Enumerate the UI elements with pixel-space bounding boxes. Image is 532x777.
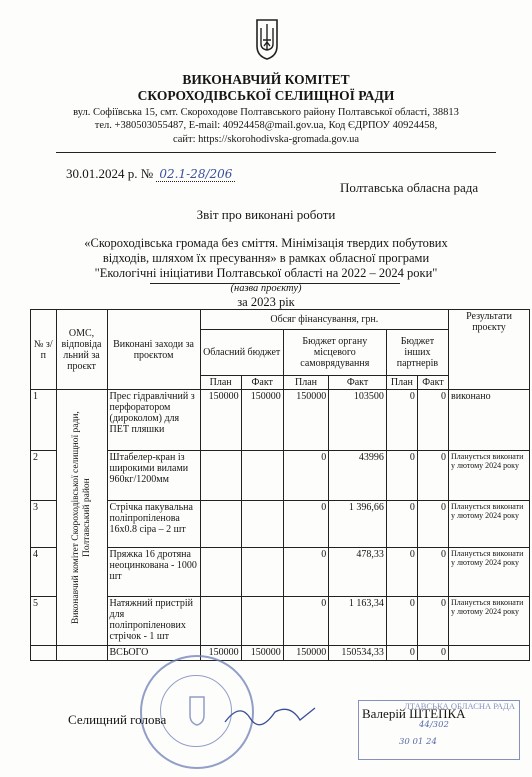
result: Планується виконати у лютому 2024 року	[449, 597, 530, 646]
stamp-line3: 30 01 24	[399, 737, 437, 747]
row-number: 3	[31, 500, 57, 548]
local-plan: 0	[283, 500, 328, 548]
total-regional-fact: 150000	[241, 646, 283, 661]
org-title-line2: СКОРОХОДІВСЬКОЇ СЕЛИЩНОЇ РАДИ	[137, 88, 395, 103]
regional-plan	[200, 597, 241, 646]
total-empty-cell	[56, 646, 107, 661]
partners-fact: 0	[417, 450, 448, 500]
local-fact: 478,33	[329, 548, 387, 597]
table-total-row	[31, 646, 530, 661]
partners-plan: 0	[386, 390, 417, 451]
regional-fact	[241, 500, 283, 548]
regional-fact	[241, 450, 283, 500]
row-number: 5	[31, 597, 57, 646]
header-fact: Факт	[241, 376, 283, 390]
org-contacts: тел. +380503055487, E-mail: 40924458@mail.gov.ua, Код ЄДРПОУ 40924458,	[94, 120, 438, 131]
total-local-fact: 150534,33	[329, 646, 387, 661]
partners-plan: 0	[386, 548, 417, 597]
header-regional-budget: Обласний бюджет	[200, 330, 283, 376]
signer-name: Валерій ШТЕПКА	[362, 706, 466, 721]
registration-stamp	[358, 700, 520, 760]
regional-fact	[241, 548, 283, 597]
local-fact: 103500	[329, 390, 387, 451]
header-plan: План	[386, 376, 417, 390]
work-item: Натяжний пристрій для поліпропіленових стрічок - 1 шт	[107, 597, 200, 646]
total-partners-fact: 0	[417, 646, 448, 661]
header-oms: ОМС, відповіда льний за проєкт	[56, 310, 107, 390]
signer-position: Селищний голова	[68, 712, 167, 727]
result: виконано	[449, 390, 530, 451]
header-plan: План	[283, 376, 328, 390]
partners-plan: 0	[386, 450, 417, 500]
partners-plan: 0	[386, 500, 417, 548]
local-fact: 1 396,66	[329, 500, 387, 548]
report-title: Звіт про виконані роботи	[196, 207, 336, 222]
org-site: сайт: https://skorohodivska-gromada.gov.ua	[172, 134, 360, 145]
total-label: ВСЬОГО	[107, 646, 200, 661]
partners-plan: 0	[386, 597, 417, 646]
coat-of-arms-icon	[255, 18, 279, 60]
row-number: 2	[31, 450, 57, 500]
partners-fact: 0	[417, 548, 448, 597]
result: Планується виконати у лютому 2024 року	[449, 500, 530, 548]
regional-fact: 150000	[241, 390, 283, 451]
header-no: № з/ п	[31, 310, 57, 390]
header-results: Результати проєкту	[449, 310, 530, 390]
doc-number: 02.1-28/206	[156, 167, 235, 182]
local-plan: 0	[283, 597, 328, 646]
table-row	[31, 390, 530, 451]
oms-cell	[56, 390, 107, 646]
work-item: Прес гідравлічний з перфоратором (дироколом) для ПЕТ пляшки	[107, 390, 200, 451]
project-name-line1: «Скороходівська громада без сміття. Мінімізація твердих побутових	[84, 236, 448, 250]
report-table	[30, 309, 530, 661]
oms-name: Виконавчий комітет Скороходівської селищної ради, Полтавський район	[70, 411, 92, 624]
regional-fact	[241, 597, 283, 646]
partners-fact: 0	[417, 390, 448, 451]
regional-plan: 150000	[200, 390, 241, 451]
partners-fact: 0	[417, 597, 448, 646]
header-works: Виконані заходи за проєктом	[107, 310, 200, 390]
total-empty-cell	[31, 646, 57, 661]
project-name-line3: "Екологічні ініціативи Полтавської області на 2022 – 2024 роки"	[94, 266, 438, 280]
header-partners-budget: Бюджет інших партнерів	[386, 330, 448, 376]
recipient: Полтавська обласна рада	[340, 180, 479, 195]
year-line: за 2023 рік	[237, 295, 295, 309]
result: Планується виконати у лютому 2024 року	[449, 450, 530, 500]
header-fact: Факт	[329, 376, 387, 390]
partners-fact: 0	[417, 500, 448, 548]
total-partners-plan: 0	[386, 646, 417, 661]
header-local-budget: Бюджет органу місцевого самоврядування	[283, 330, 386, 376]
project-name-line2: відходів, шляхом їх пресування» в рамках обласної програми	[102, 251, 430, 265]
local-plan: 0	[283, 450, 328, 500]
org-address: вул. Софіївська 15, смт. Скороходове Полтавського району Полтавської області, 38813	[73, 107, 459, 118]
result: Планується виконати у лютому 2024 року	[449, 548, 530, 597]
total-empty-cell	[449, 646, 530, 661]
local-fact: 43996	[329, 450, 387, 500]
local-plan: 0	[283, 548, 328, 597]
stamp-line1: ЛТАВСЬКА ОБЛАСНА РАДА	[404, 701, 515, 711]
regional-plan	[200, 450, 241, 500]
doc-date	[66, 166, 235, 182]
work-item: Стрічка пакувальна поліпропіленова 16х0.8 сіра – 2 шт	[107, 500, 200, 548]
header-funding: Обсяг фінансування, грн.	[200, 310, 448, 330]
row-number: 4	[31, 548, 57, 597]
work-item: Штабелер-кран із широкими вилами 960кг/1200мм	[107, 450, 200, 500]
signature-icon	[220, 700, 320, 730]
project-caption: (назва проєкту)	[230, 283, 302, 294]
org-title-line1: ВИКОНАВЧИЙ КОМІТЕТ	[182, 72, 350, 87]
row-number: 1	[31, 390, 57, 451]
stamp-line2: 44/302	[419, 720, 449, 730]
regional-plan	[200, 548, 241, 597]
work-item: Пряжка 16 дротяна неоцинкована - 1000 шт	[107, 548, 200, 597]
local-plan: 150000	[283, 390, 328, 451]
header-divider	[56, 152, 496, 153]
header-plan: План	[200, 376, 241, 390]
regional-plan	[200, 500, 241, 548]
total-local-plan: 150000	[283, 646, 328, 661]
local-fact: 1 163,34	[329, 597, 387, 646]
header-fact: Факт	[417, 376, 448, 390]
total-regional-plan: 150000	[200, 646, 241, 661]
doc-date-prefix: 30.01.2024 р. №	[66, 166, 154, 181]
